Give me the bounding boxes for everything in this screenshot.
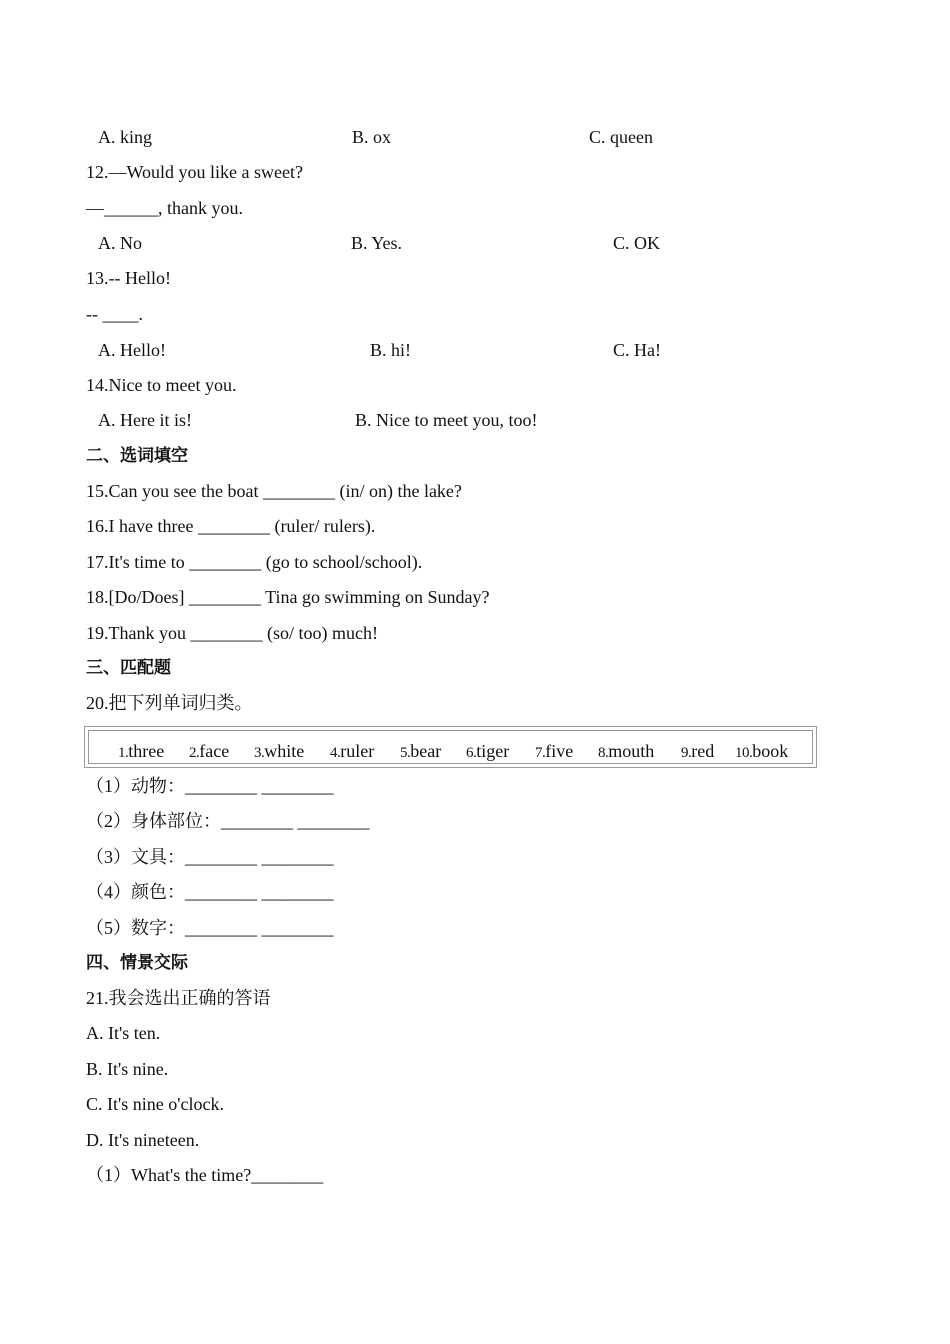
q12-answer-line: —______, thank you. — [86, 198, 243, 218]
category-body-parts: （2）身体部位：________ ________ — [86, 811, 370, 831]
q14-stem: 14.Nice to meet you. — [86, 375, 237, 395]
word-bank-box — [84, 726, 817, 768]
q13-answer-line: -- ____. — [86, 304, 143, 324]
q20-stem: 20.把下列单词归类。 — [86, 693, 253, 713]
q17-text: 17.It's time to ________ (go to school/school). — [86, 552, 423, 572]
q11-option-c: C. queen — [589, 127, 653, 147]
word-bank-item: 6.tiger — [466, 741, 510, 761]
q12-option-c: C. OK — [613, 233, 661, 253]
q12-stem: 12.—Would you like a sweet? — [86, 162, 304, 182]
q21-choice-a: A. It's ten. — [86, 1023, 161, 1043]
q14-option-b: B. Nice to meet you, too! — [355, 410, 538, 430]
q15-text: 15.Can you see the boat ________ (in/ on) the lake? — [86, 481, 462, 501]
q21-stem: 21.我会选出正确的答语 — [86, 988, 271, 1008]
q12-option-a: A. No — [98, 233, 142, 253]
q12-option-b: B. Yes. — [351, 233, 403, 253]
q11-option-a: A. king — [98, 127, 152, 147]
q21-choice-d: D. It's nineteen. — [86, 1130, 200, 1150]
word-bank-item: 4.ruler — [330, 741, 375, 761]
word-bank-inner — [88, 730, 813, 764]
q13-option-b: B. hi! — [370, 340, 412, 360]
word-bank-item: 9.red — [681, 741, 715, 761]
q13-option-a: A. Hello! — [98, 340, 166, 360]
category-stationery: （3）文具：________ ________ — [86, 847, 334, 867]
word-bank-item: 8.mouth — [598, 741, 655, 761]
q18-text: 18.[Do/Does] ________ Tina go swimming on Sunday? — [86, 587, 490, 607]
q21-sub1: （1）What's the time?________ — [86, 1165, 324, 1185]
q19-text: 19.Thank you ________ (so/ too) much! — [86, 623, 378, 643]
q16-text: 16.I have three ________ (ruler/ rulers). — [86, 516, 376, 536]
word-bank-item: 2.face — [189, 741, 230, 761]
category-numbers: （5）数字：________ ________ — [86, 918, 334, 938]
q14-option-a: A. Here it is! — [98, 410, 192, 430]
section3-heading: 三、匹配题 — [86, 658, 171, 678]
q11-option-b: B. ox — [352, 127, 392, 147]
section4-heading: 四、情景交际 — [86, 953, 188, 973]
word-bank-item: 5.bear — [400, 741, 442, 761]
q21-choice-b: B. It's nine. — [86, 1059, 169, 1079]
word-bank-item: 7.five — [535, 741, 574, 761]
word-bank-item: 10.book — [735, 741, 789, 761]
word-bank-item: 3.white — [254, 741, 305, 761]
q21-choice-c: C. It's nine o'clock. — [86, 1094, 224, 1114]
category-animals: （1）动物：________ ________ — [86, 776, 334, 796]
word-bank-item: 1.three — [118, 741, 165, 761]
section2-heading: 二、选词填空 — [86, 446, 188, 466]
q13-option-c: C. Ha! — [613, 340, 661, 360]
category-colors: （4）颜色：________ ________ — [86, 882, 334, 902]
q13-stem: 13.-- Hello! — [86, 268, 171, 288]
